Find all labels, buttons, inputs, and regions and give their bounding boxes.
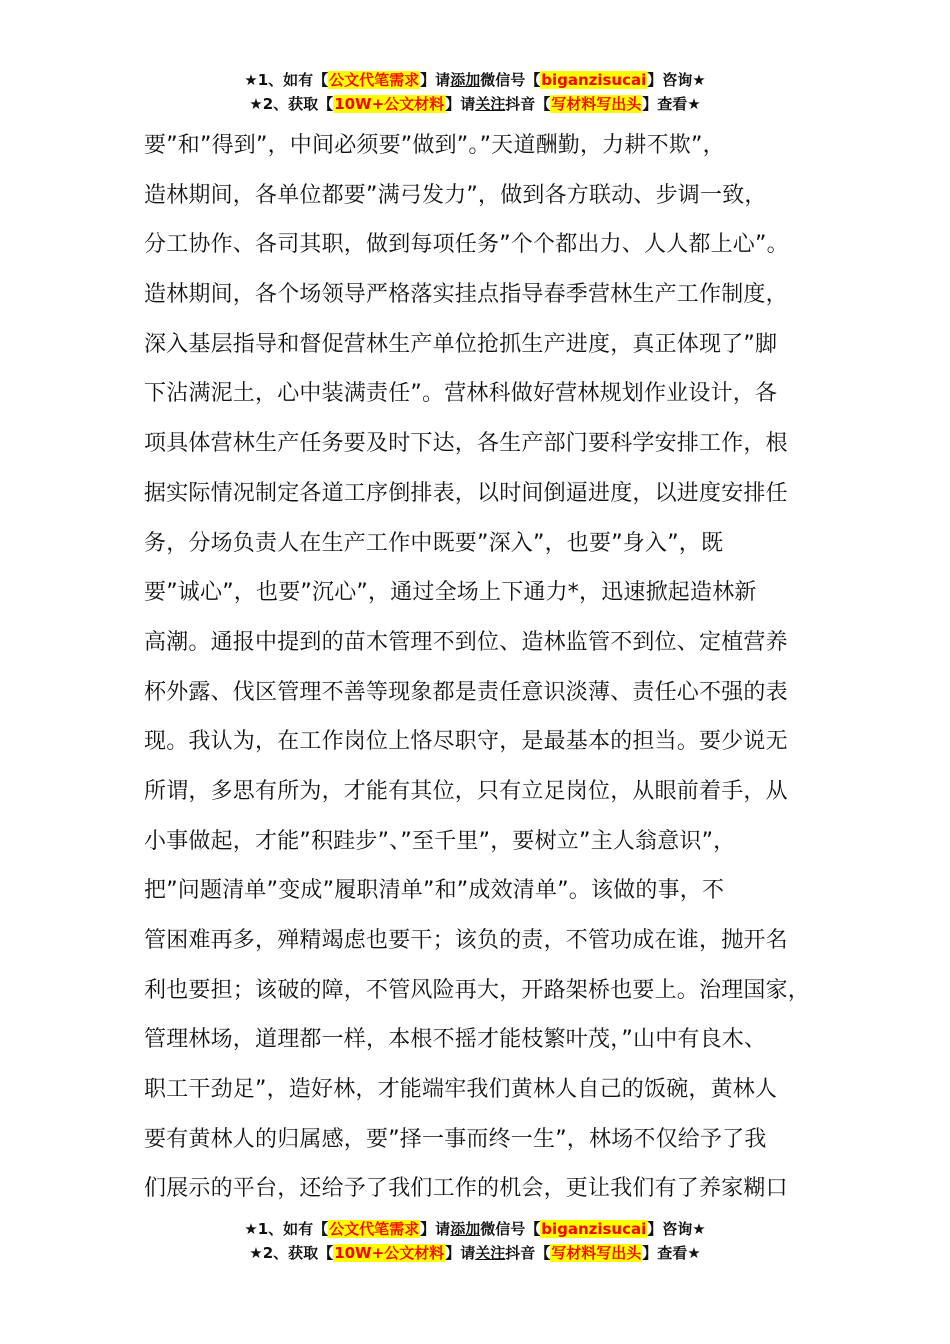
header-line-2-highlight-2: 写材料写出头 (551, 95, 642, 113)
body-line: 利也要担；该破的障，不管风险再大，开路架桥也要上。治理国家， (144, 977, 811, 1003)
header-line-2-highlight-1: 10W+公文材料 (334, 95, 445, 113)
body-line: 务，分场负责人在生产工作中既要”深入”，也要”身入”，既 (144, 530, 724, 556)
footer-line-1-mid-1: 】请 (420, 1220, 451, 1238)
header-line-1 (0, 68, 950, 92)
body-line: 高潮。通报中提到的苗木管理不到位、造林监管不到位、定植营养 (144, 629, 788, 655)
footer-banner (0, 1217, 950, 1265)
footer-line-1-post: 】咨询★ (647, 1220, 706, 1238)
body-line: 们展示的平台，还给予了我们工作的机会，更让我们有了养家糊口 (144, 1176, 788, 1202)
footer-line-2-underlined: 关注 (475, 1244, 506, 1262)
body-line: 职工干劲足”，造好林，才能端牢我们黄林人自己的饭碗，黄林人 (144, 1077, 778, 1103)
header-line-1-underlined: 添加 (450, 71, 481, 89)
footer-line-1-mid-2: 微信号【 (480, 1220, 541, 1238)
body-line: 造林期间，各单位都要”满弓发力”，做到各方联动、步调一致， (144, 182, 767, 208)
header-line-2-mid-1: 】请 (445, 95, 476, 113)
header-line-2-underlined: 关注 (475, 95, 506, 113)
header-line-2 (0, 92, 950, 116)
body-line: 分工协作、各司其职，做到每项任务”个个都出力、人人都上心”。 (144, 232, 789, 258)
header-banner (0, 68, 950, 116)
document-body (144, 121, 844, 1214)
body-line: 要有黄林人的归属感，要”择一事而终一生”，林场不仅给予了我 (144, 1126, 767, 1152)
footer-line-1-highlight-2: biganzisucai (541, 1220, 647, 1238)
body-line: 造林期间，各个场领导严格落实挂点指导春季营林生产工作制度， (144, 282, 788, 308)
body-line: 所谓，多思有所为，才能有其位，只有立足岗位，从眼前着手，从 (144, 778, 788, 804)
header-line-2-pre: ★2、获取【 (249, 95, 334, 113)
body-line: 现。我认为，在工作岗位上恪尽职守，是最基本的担当。要少说无 (144, 729, 788, 755)
header-line-1-pre: ★1、如有【 (244, 71, 329, 89)
footer-line-2-highlight-1: 10W+公文材料 (334, 1244, 445, 1262)
body-line: 小事做起，才能”积跬步”、”至千里”，要树立”主人翁意识”， (144, 828, 736, 854)
body-line: 管理林场，道理都一样，本根不摇才能枝繁叶茂，”山中有良木、 (144, 1027, 767, 1053)
footer-line-2-mid-2: 抖音【 (505, 1244, 551, 1262)
body-line: 把”问题清单”变成”履职清单”和”成效清单”。该做的事，不 (144, 878, 725, 904)
footer-line-1 (0, 1217, 950, 1241)
body-line: 杯外露、伐区管理不善等现象都是责任意识淡薄、责任心不强的表 (144, 679, 788, 705)
footer-line-1-highlight-1: 公文代笔需求 (329, 1220, 420, 1238)
header-line-1-mid-2: 微信号【 (480, 71, 541, 89)
body-line: 项具体营林生产任务要及时下达，各生产部门要科学安排工作，根 (144, 431, 788, 457)
header-line-1-mid-1: 】请 (420, 71, 451, 89)
footer-line-2-mid-1: 】请 (445, 1244, 476, 1262)
body-line: 深入基层指导和督促营林生产单位抢抓生产进度，真正体现了”脚 (144, 331, 778, 357)
footer-line-2-highlight-2: 写材料写出头 (551, 1244, 642, 1262)
body-line: 要”诚心”，也要”沉心”，通过全场上下通力*，迅速掀起造林新 (144, 580, 757, 606)
header-line-1-highlight-1: 公文代笔需求 (329, 71, 420, 89)
footer-line-2-post: 】查看★ (642, 1244, 701, 1262)
body-line: 据实际情况制定各道工序倒排表，以时间倒逼进度，以进度安排任 (144, 480, 788, 506)
footer-line-2-pre: ★2、获取【 (249, 1244, 334, 1262)
body-line: 下沾满泥土，心中装满责任”。营林科做好营林规划作业设计，各 (144, 381, 778, 407)
header-line-1-highlight-2: biganzisucai (541, 71, 647, 89)
body-line: 管困难再多，殚精竭虑也要干；该负的责，不管功成在谁，抛开名 (144, 928, 788, 953)
footer-line-1-underlined: 添加 (450, 1220, 481, 1238)
header-line-2-mid-2: 抖音【 (505, 95, 551, 113)
footer-line-1-pre: ★1、如有【 (244, 1220, 329, 1238)
header-line-1-post: 】咨询★ (647, 71, 706, 89)
body-line: 要”和”得到”，中间必须要”做到”。”天道酬勤，力耕不欺”， (144, 133, 725, 158)
footer-line-2 (0, 1241, 950, 1265)
header-line-2-post: 】查看★ (642, 95, 701, 113)
